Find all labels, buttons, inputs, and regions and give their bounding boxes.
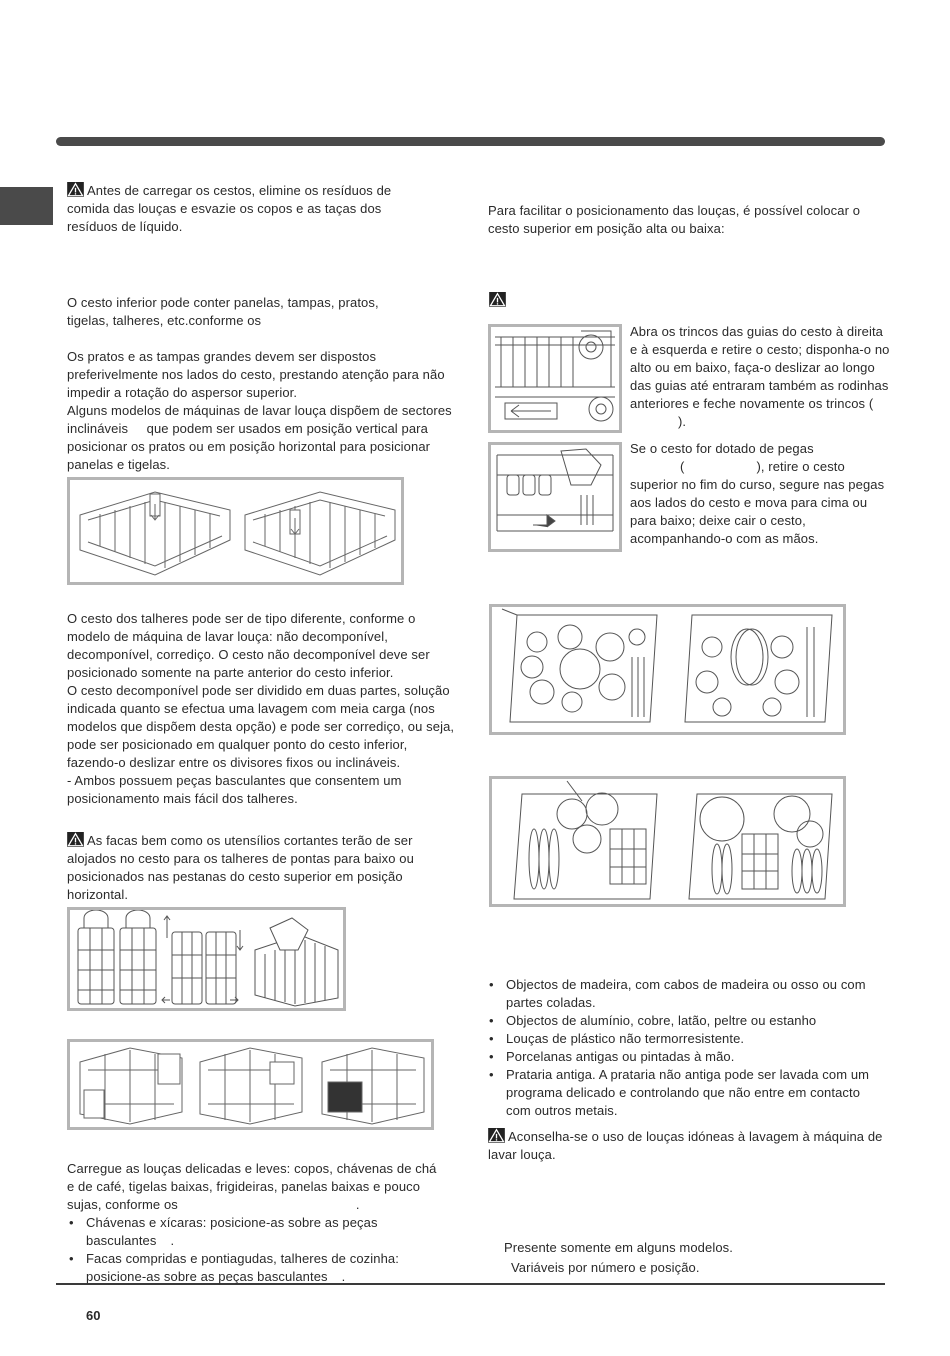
rail-latch-figure — [488, 324, 622, 433]
cutlery-decomposable-text: O cesto decomponível pode ser dividido em duas partes, solução indicada quanto se efectua uma lavagem com meia carga (nos modelos que dispõem desta opção) e pode ser corrediço, ou seja, pode ser posicionado em qualquer ponto do cesto inferior, fazendo-o deslizar entre os divisores fixos ou inclináveis. — [67, 683, 455, 770]
cutlery-position-illustration — [70, 1042, 431, 1127]
lower-basket-intro: O cesto inferior pode conter panelas, tampas, pratos, tigelas, talheres, etc.conforme os — [67, 295, 379, 328]
upper-load-figure — [489, 604, 846, 735]
basket-height-intro: Para facilitar o posicionamento das louças, é possível colocar o cesto superior em posição alta ou baixa: — [488, 203, 861, 236]
not-suitable-list — [487, 976, 882, 1120]
list-item: • Objectos de alumínio, cobre, latão, peltre ou estanho — [487, 1012, 882, 1030]
lever-text: Se o cesto for dotado de pegas ( ), retire o cesto superior no fim do curso, segure nas pegas aos lados do cesto e mova para cima ou para baixo; deixe cair o cesto, acompanhando-o com as mãos. — [630, 441, 885, 546]
list-item: • Porcelanas antigas ou pintadas à mão. — [487, 1048, 882, 1066]
height-warning — [489, 292, 509, 310]
dishware-advice-text: Aconselha-se o uso de louças idóneas à lavagem à máquina de lavar louça. — [488, 1129, 883, 1162]
lower-load-figure — [489, 776, 846, 907]
page-number: 60 — [86, 1308, 101, 1323]
upper-load-illustration — [492, 607, 843, 732]
top-rule — [56, 137, 885, 146]
upper-basket-bullets — [67, 1214, 447, 1286]
tilting-sectors-figure — [67, 477, 404, 585]
tilting-sectors-illustration — [70, 480, 401, 582]
warning-triangle-icon — [488, 1128, 505, 1143]
list-item: • Objectos de madeira, com cabos de madeira ou osso ou com partes coladas. — [487, 976, 882, 1012]
list-item: • Facas compridas e pontiagudas, talheres de cozinha: posicione-as sobre as peças basculantes . — [67, 1250, 447, 1286]
footnote-2: Variáveis por número e posição. — [511, 1260, 700, 1275]
cutlery-basket-illustration — [70, 910, 343, 1008]
cutlery-flaps-text: - Ambos possuem peças basculantes que consentem um posicionamento mais fácil dos talheres. — [67, 773, 402, 806]
cutlery-position-figure — [67, 1039, 434, 1130]
knives-warning-text: As facas bem como os utensílios cortantes terão de ser alojados no cesto para os talheres de pontas para baixo ou posicionados nas pestanas do cesto superior em posição horizontal. — [67, 833, 414, 902]
cutlery-basket-figure — [67, 907, 346, 1011]
knives-warning — [67, 832, 452, 904]
cutlery-basket-text — [67, 610, 457, 808]
lower-load-illustration — [492, 779, 843, 904]
list-item: • Prataria antiga. A prataria não antiga pode ser lavada com um programa delicado e controlando que não entre em contacto com outros metais. — [487, 1066, 882, 1120]
not-suitable-section — [487, 976, 882, 1120]
upper-basket-load-text: Carregue as louças delicadas e leves: copos, chávenas de chá e de café, tigelas baixas, frigideiras, panelas baixas e pouco sujas, conforme os . — [67, 1161, 437, 1212]
footnote-1: Presente somente em alguns modelos. — [504, 1240, 733, 1255]
pre-load-warning — [67, 182, 427, 236]
lower-basket-plates-text: Os pratos e as tampas grandes devem ser dispostos preferivelmente nos lados do cesto, prestando atenção para não impedir a rotação do aspersor superior. — [67, 349, 445, 400]
lower-basket-tilting-text: Alguns modelos de máquinas de lavar louça dispõem de sectores inclináveis que podem ser usados em posição vertical para posicionar os pratos ou em posição horizontal para posicionar panelas e tigelas. — [67, 403, 452, 472]
dishware-advice — [488, 1128, 883, 1164]
lower-basket-text — [67, 348, 452, 474]
warning-triangle-icon — [489, 292, 506, 307]
upper-basket-text — [67, 1160, 447, 1286]
pre-load-warning-text: Antes de carregar os cestos, elimine os resíduos de comida das louças e esvazie os copos e as taças dos resíduos de líquido. — [67, 183, 392, 234]
list-item: • Louças de plástico não termorresistente. — [487, 1030, 882, 1048]
list-item: • Chávenas e xícaras: posicione-as sobre as peças basculantes . — [67, 1214, 447, 1250]
lever-figure — [488, 442, 622, 552]
warning-triangle-icon — [67, 832, 84, 847]
cutlery-types-text: O cesto dos talheres pode ser de tipo diferente, conforme o modelo de máquina de lavar louça: não decomponível, decomponível, corrediço. O cesto não decomponível deve ser posicionado somente na parte anterior do cesto inferior. — [67, 611, 430, 680]
language-tab — [0, 187, 53, 225]
lever-illustration — [491, 445, 619, 549]
warning-triangle-icon — [67, 182, 84, 197]
rail-latch-illustration — [491, 327, 619, 430]
rail-latch-text: Abra os trincos das guias do cesto à direita e à esquerda e retire o cesto; disponha-o no alto ou em baixo, faça-o deslizar ao longo das guias até entraram também as rodinhas anteriores e feche novamente os trincos (). — [630, 324, 890, 429]
